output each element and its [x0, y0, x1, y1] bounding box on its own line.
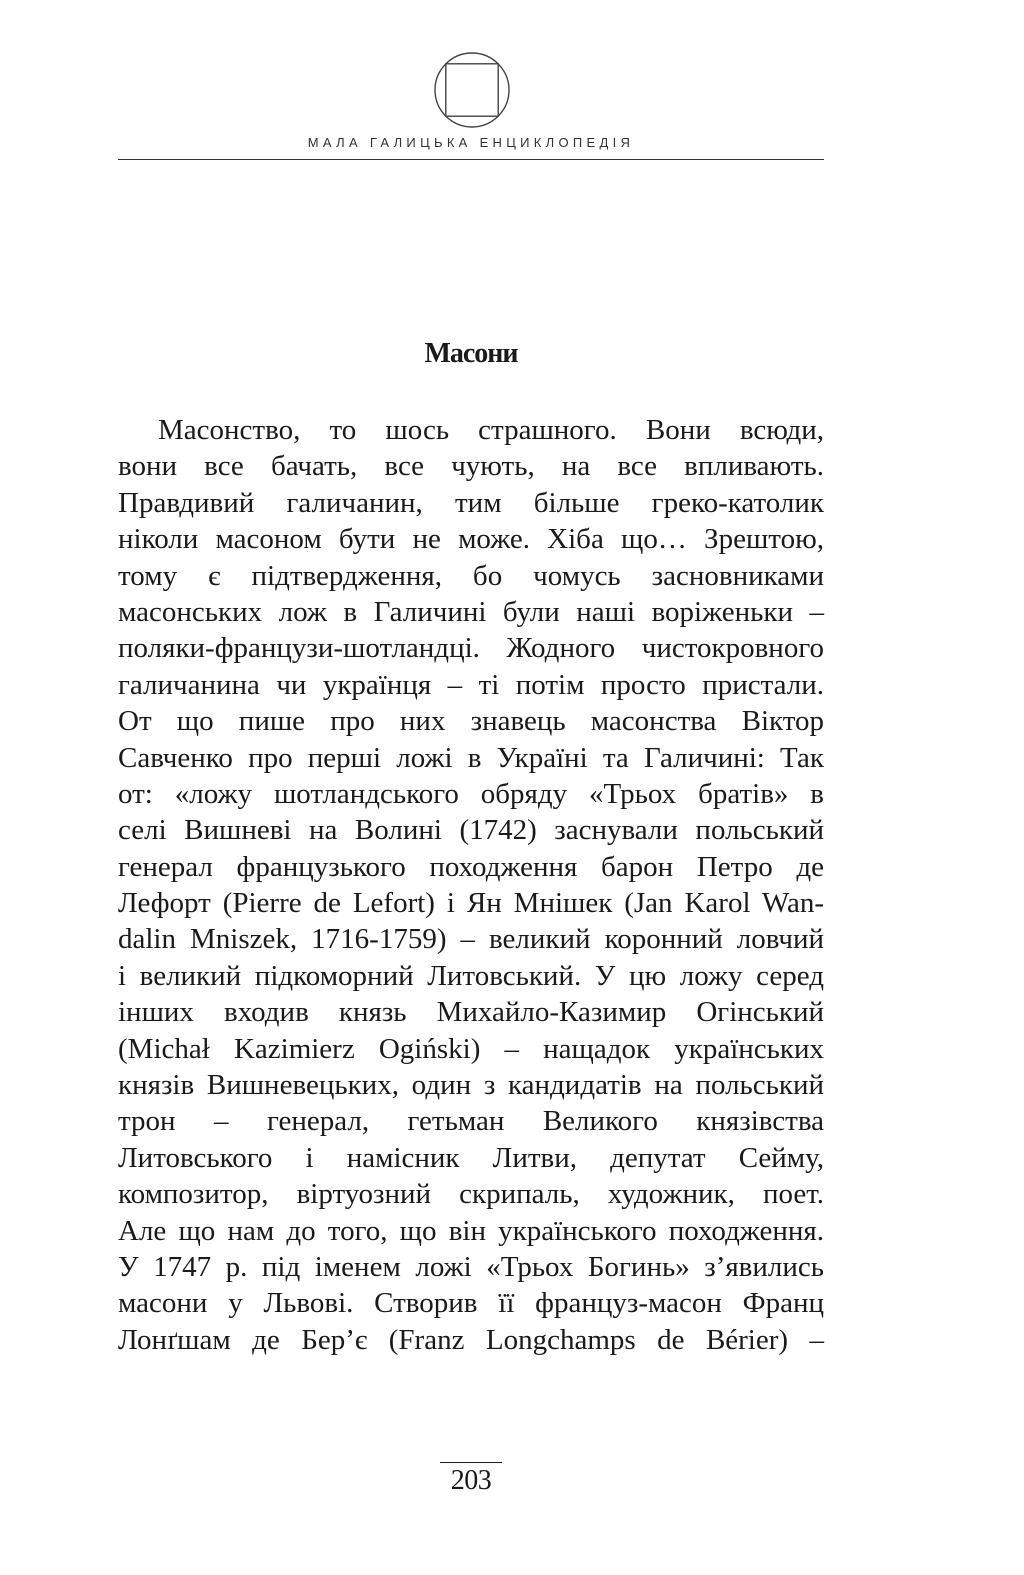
body-line: вони все бачать, все чують, на все впливають. [118, 450, 824, 483]
body-line: Але що нам до того, що він українського походження. [118, 1214, 824, 1247]
body-line: От що пише про них знавець масонства Віктор [118, 705, 824, 738]
body-line: і великий підкоморний Литовський. У цю ложу серед [118, 959, 824, 992]
body-line: Лонґшам де Бер’є (Franz Longchamps de Bérier) – [118, 1323, 824, 1356]
body-line: князів Вишневецьких, один з кандидатів на польський [118, 1069, 824, 1102]
body-line: галичанина чи українця – ті потім просто пристали. [118, 668, 824, 701]
body-line: трон – генерал, гетьман Великого князівства [118, 1105, 824, 1138]
body-line: композитор, віртуозний скрипаль, художник, поет. [118, 1178, 824, 1211]
header-divider [118, 159, 824, 160]
body-line: інших входив князь Михайло-Казимир Огінський [118, 996, 824, 1029]
body-line: генерал французького походження барон Петро де [118, 850, 824, 883]
body-line: тому є підтвердження, бо чомусь засновниками [118, 559, 824, 592]
body-line: dalin Mniszek, 1716-1759) – великий коронний ловчий [118, 923, 824, 956]
body-line: Савченко про перші ложі в Україні та Галичині: Так [118, 741, 824, 774]
body-line: У 1747 р. під іменем ложі «Трьох Богинь» з’явились [118, 1250, 824, 1283]
body-line: Правдивий галичанин, тим більше греко-католик [118, 486, 824, 519]
body-line: (Michał Kazimierz Ogiński) – нащадок українських [118, 1032, 824, 1065]
article-title: Масони [424, 338, 518, 369]
body-line: поляки-французи-шотландці. Жодного чистокровного [118, 632, 824, 665]
article-body [118, 412, 824, 1358]
series-header-title: МАЛА ГАЛИЦЬКА ЕНЦИКЛОПЕДІЯ [307, 135, 635, 150]
body-line: Масонство, то шось страшного. Вони всюди, [158, 414, 824, 446]
body-line: Литовського і намісник Литви, депутат Сейму, [118, 1141, 824, 1174]
body-line: селі Вишневі на Волині (1742) заснували польський [118, 814, 824, 847]
body-line: масонських лож в Галичині були наші воріженьки – [118, 595, 824, 628]
body-line: масони у Львові. Створив її француз-масон Франц [118, 1287, 824, 1320]
body-line: от: «ложу шотландського обряду «Трьох братів» в [118, 777, 824, 810]
body-line: ніколи масоном бути не може. Хіба що… Зрештою, [118, 523, 824, 556]
circle-square-emblem-icon [432, 50, 512, 130]
body-line: Лефорт (Pierre de Lefort) і Ян Мнішек (Jan Karol Wan- [118, 887, 824, 920]
page-number: 203 [440, 1462, 502, 1499]
